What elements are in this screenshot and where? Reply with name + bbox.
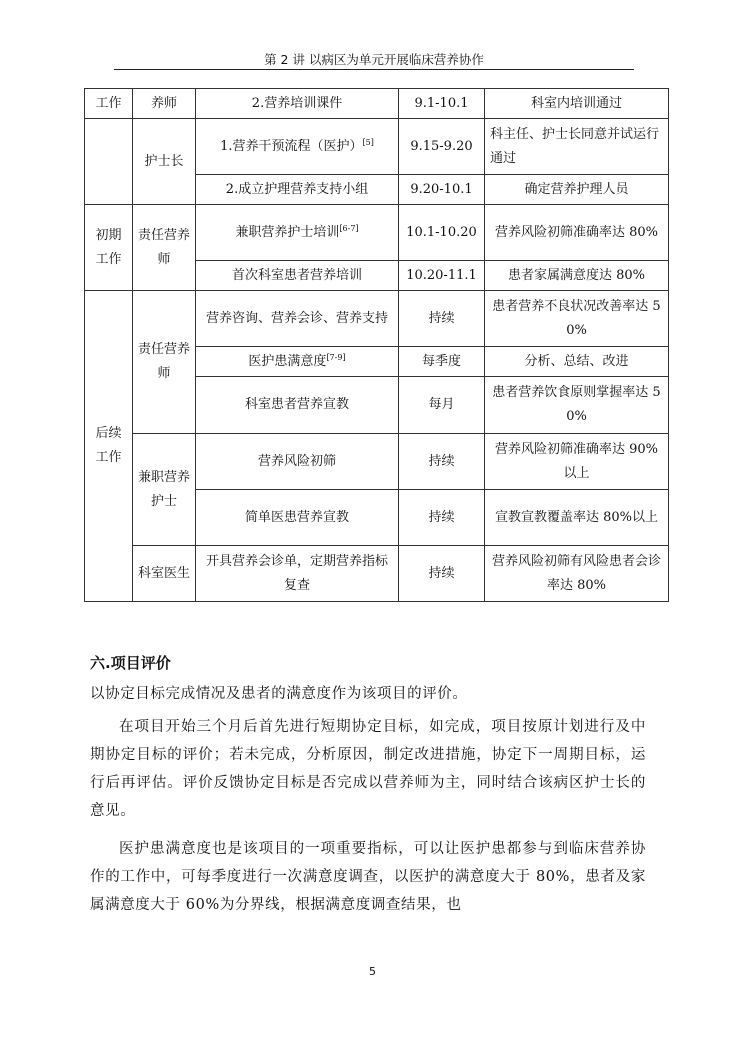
task-cell: 简单医患营养宣教	[196, 490, 399, 546]
goal-cell: 宣教宣教覆盖率达 80%以上	[485, 490, 669, 546]
paragraph: 在项目开始三个月后首先进行短期协定目标，如完成，项目按原计划进行及中期协定目标的评价；若未完成，分析原因，制定改进措施，协定下一周期目标，运行后再评估。评价反馈协定目标是否完成以营养师为主，同时结合该病区护士长的意见。	[90, 719, 646, 819]
paragraph: 以协定目标完成情况及患者的满意度作为该项目的评价。	[90, 686, 468, 702]
task-cell: 医护患满意度[7-9]	[196, 347, 399, 377]
goal-cell: 患者家属满意度达 80%	[485, 261, 669, 291]
task-cell: 2.营养培训课件	[196, 89, 399, 119]
section-title: 六.项目评价	[90, 654, 171, 672]
goal-cell: 分析、总结、改进	[485, 347, 669, 377]
time-cell: 持续	[399, 490, 485, 546]
task-cell: 1.营养干预流程（医护）[5]	[196, 119, 399, 175]
time-cell: 持续	[399, 546, 485, 602]
goal-cell: 确定营养护理人员	[485, 175, 669, 205]
task-cell: 2.成立护理营养支持小组	[196, 175, 399, 205]
table-row	[85, 89, 669, 119]
table-row	[85, 546, 669, 602]
time-cell: 10.20-11.1	[399, 261, 485, 291]
task-cell: 兼职营养护士培训[6-7]	[196, 205, 399, 261]
citation-ref: [5]	[362, 137, 374, 147]
stage-cell-empty	[85, 119, 133, 205]
stage-cell: 初期工作	[85, 205, 133, 291]
role-cell: 养师	[133, 89, 196, 119]
citation-ref: [6-7]	[339, 223, 359, 233]
time-cell: 9.20-10.1	[399, 175, 485, 205]
table-row	[85, 434, 669, 490]
running-header: 第 2 讲 以病区为单元开展临床营养协作	[264, 52, 484, 67]
task-cell: 营养风险初筛	[196, 434, 399, 490]
task-cell: 营养咨询、营养会诊、营养支持	[196, 291, 399, 347]
role-cell: 兼职营养护士	[133, 434, 196, 546]
time-cell: 持续	[399, 434, 485, 490]
goal-cell: 科室内培训通过	[485, 89, 669, 119]
goal-cell: 营养风险初筛准确率达 90%以上	[485, 434, 669, 490]
header-rule	[114, 69, 634, 70]
task-cell: 开具营养会诊单，定期营养指标复查	[196, 546, 399, 602]
role-cell: 护士长	[133, 119, 196, 205]
task-cell: 首次科室患者营养培训	[196, 261, 399, 291]
work-plan-table	[84, 88, 669, 602]
time-cell: 持续	[399, 291, 485, 347]
goal-cell: 营养风险初筛准确率达 80%	[485, 205, 669, 261]
table-row	[85, 205, 669, 261]
page-number: 5	[369, 965, 376, 978]
time-cell: 10.1-10.20	[399, 205, 485, 261]
task-cell: 科室患者营养宣教	[196, 377, 399, 434]
goal-cell: 营养风险初筛有风险患者会诊率达 80%	[485, 546, 669, 602]
role-cell: 科室医生	[133, 546, 196, 602]
time-cell: 9.15-9.20	[399, 119, 485, 175]
role-cell: 责任营养师	[133, 205, 196, 291]
table-row	[85, 119, 669, 175]
stage-cell: 后续工作	[85, 291, 133, 602]
paragraph: 医护患满意度也是该项目的一项重要指标，可以让医护患都参与到临床营养协作的工作中，可每季度进行一次满意度调查，以医护的满意度大于 80%，患者及家属满意度大于 60%为分界线，根据满意度调查结果，也	[90, 841, 646, 913]
citation-ref: [7-9]	[326, 352, 346, 362]
stage-cell: 工作	[85, 89, 133, 119]
time-cell: 9.1-10.1	[399, 89, 485, 119]
role-cell: 责任营养师	[133, 291, 196, 434]
goal-cell: 患者营养饮食原则掌握率达 50%	[485, 377, 669, 434]
goal-cell: 科主任、护士长同意并试运行通过	[485, 119, 669, 175]
table-row	[85, 291, 669, 347]
time-cell: 每季度	[399, 347, 485, 377]
time-cell: 每月	[399, 377, 485, 434]
goal-cell: 患者营养不良状况改善率达 50%	[485, 291, 669, 347]
